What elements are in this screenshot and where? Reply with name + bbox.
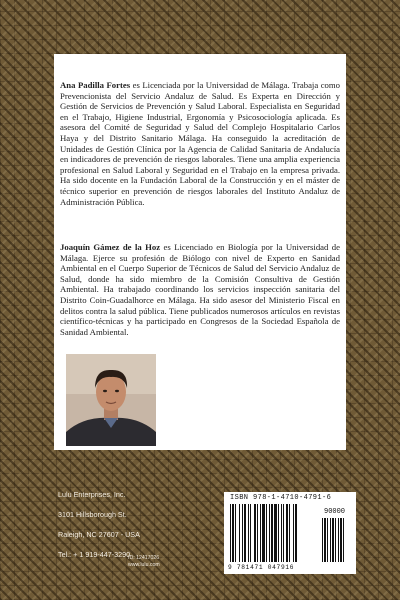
- publisher-city: Raleigh, NC 27607 - USA: [58, 530, 140, 539]
- barcode-bar: [244, 504, 246, 562]
- barcode-bar: [295, 504, 297, 562]
- barcode-bar: [271, 504, 273, 562]
- barcode-addon-bar: [327, 518, 328, 562]
- barcode-addon-bar: [330, 518, 331, 562]
- publisher-id: ID: 12417026: [128, 555, 160, 561]
- barcode-addon-bar: [322, 518, 323, 562]
- barcode-bar: [242, 504, 243, 562]
- barcode-addon-bar: [335, 518, 336, 562]
- text-panel: [54, 54, 346, 450]
- barcode-bar: [257, 504, 258, 562]
- barcode-bar: [266, 504, 267, 562]
- barcode-bar: [239, 504, 240, 562]
- author-bio-ana-text: es Licenciada por la Universidad de Málaga. Trabaja como Prevencionista del Servicio Andaluz de Salud. Es Experta en Dirección y Gestión de Servicios de Prevención y Salud Laboral. Especialista en Seguridad en el Trabajo, Higiene Industrial, Ergonomía y Psicosociología aplicada. Es asesora del Comité de Seguridad y Salud del Complejo Hospitalario Carlos Haya y del Distrito Sanitario Málaga. Ha conseguido la acreditación de Unidades de Gestión Clínica por la Agencia de Calidad Sanitaria de Andalucía en indicadores de prevención de riesgos laborales. Tiene una amplia experiencia profesional en Salud Laboral y Seguridad en el Trabajo en la empresa privada. Ha sido docente en la Fundación Laboral de la Construcción y en el máster de técnico superior en prevención de riesgos laborales del Instituto Andaluz de Administración Pública.: [60, 80, 340, 207]
- author-name-ana: Ana Padilla Fortes: [60, 80, 131, 90]
- barcode-bar: [254, 504, 256, 562]
- barcode-box: [224, 492, 356, 574]
- barcode-addon-bar: [332, 518, 334, 562]
- price-code: 90000: [324, 508, 346, 516]
- barcode-bar: [230, 504, 231, 562]
- barcode-bar: [293, 504, 294, 562]
- barcode-bar: [232, 504, 234, 562]
- barcode-addon-bar: [324, 518, 326, 562]
- barcode-addon-bar: [340, 518, 342, 562]
- author-bio-joaquin-text: es Licenciado en Biología por la Universidad de Málaga. Ejerce su profesión de Biólogo con nivel de Experto en Sanidad Ambiental en el Cuerpo Superior de Técnicos de Salud del Servicio Andaluz de Salud, donde ha sido miembro de la Comisión Consultiva de Gestión Ambiental. Ha trabajado coordinando los servicios inspección sanitaria del Distrito Coin-Guadalhorce en Málaga. Ha sido asesor del Ministerio Fiscal en delitos contra la salud pública. Tiene publicados numerosos artículos en revistas científico-técnicas y ha participado en Congresos de la Sociedad Española de Sanidad Ambiental.: [60, 242, 340, 337]
- barcode-bar: [248, 504, 249, 562]
- barcode-bar: [289, 504, 290, 562]
- barcode-bar: [260, 504, 261, 562]
- barcode-bar: [286, 504, 288, 562]
- publisher-website: www.lulu.com: [128, 562, 160, 568]
- barcode-addon-bar: [343, 518, 344, 562]
- author-bio-joaquin: [60, 242, 340, 337]
- barcode-bar: [274, 504, 277, 562]
- isbn-label: ISBN 978-1-4710-4791-6: [230, 494, 332, 502]
- publisher-name: Lulu Enterprises, Inc.: [58, 490, 126, 499]
- barcode-bar: [278, 504, 279, 562]
- barcode-bar: [250, 504, 251, 562]
- barcode-icon: [224, 492, 356, 574]
- author-name-joaquin: Joaquín Gámez de la Hoz: [60, 242, 161, 252]
- barcode-bar: [235, 504, 236, 562]
- barcode-bar: [262, 504, 265, 562]
- barcode-bar: [283, 504, 284, 562]
- author-bio-ana: [60, 80, 340, 207]
- publisher-address: 3101 Hillsborough St.: [58, 510, 127, 519]
- publisher-phone: Tel.: + 1 919-447-3290: [58, 550, 131, 559]
- author-photo: [66, 354, 156, 446]
- barcode-bar: [281, 504, 282, 562]
- barcode-bar: [269, 504, 270, 562]
- barcode-addon-bar: [338, 518, 339, 562]
- barcode-digits: 9 781471 047916: [228, 564, 295, 571]
